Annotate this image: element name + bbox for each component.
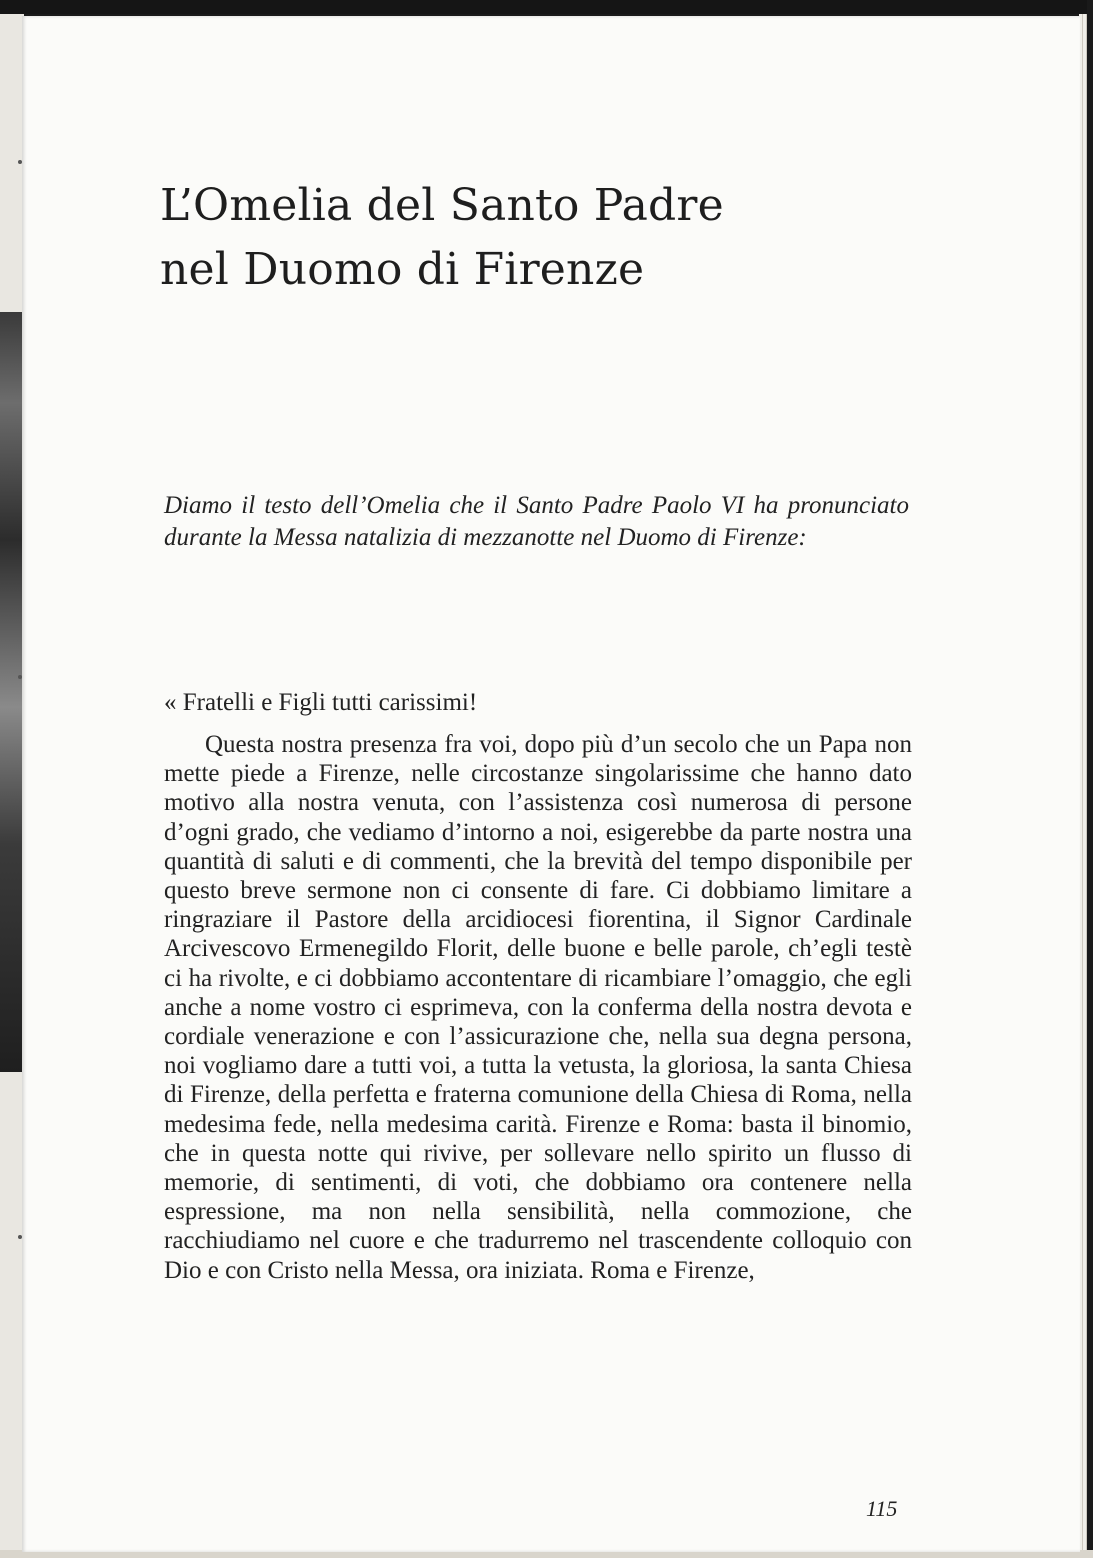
article-intro: Diamo il testo dell’Omelia che il Santo Padre Paolo VI ha pronunciato durante la Messa natalizia di mezzanotte nel Duomo di Firenze: (164, 492, 909, 551)
article-title-line-2: nel Duomo di Firenze (160, 244, 645, 295)
scan-top-edge (0, 0, 1093, 14)
book-page (22, 16, 1080, 1552)
previous-page-photo-fragment (0, 312, 22, 1072)
article-title-line-1: L’Omelia del Santo Padre (160, 180, 724, 231)
previous-page-edge (0, 14, 24, 1558)
article-title (160, 174, 724, 302)
scan-right-edge (1087, 0, 1093, 1558)
page-number: 115 (866, 1496, 898, 1521)
homily-paragraph: Questa nostra presenza fra voi, dopo più d’un secolo che un Papa non mette piede a Firenze, nelle circostanze singolarissime che hanno dato motivo alla nostra venuta, con l’assistenza così numerosa di persone d’ogni grado, che vediamo d’intorno a noi, esigerebbe da parte nostra una quantità di saluti e di commenti, che la brevità del tempo disponibile per questo breve sermone non ci consente di fare. Ci dobbiamo limitare a ringraziare il Pastore della arcidiocesi fiorentina, il Signor Cardinale Arcivescovo Ermenegildo Florit, delle buone e belle parole, ch’egli testè ci ha rivolte, e ci dobbiamo accontentare di ricambiare l’omaggio, che egli anche a nome vostro ci esprimeva, con la conferma della nostra devota e cordiale venerazione e con l’assicurazione che, nella sua degna persona, noi vogliamo dare a tutti voi, a tutta la vetusta, la gloriosa, la santa Chiesa di Firenze, della perfetta e fraterna comunione della Chiesa di Roma, nella medesima fede, nella medesima carità. Firenze e Roma: basta il binomio, che in questa notte qui rivive, per sollevare nello spirito un flusso di memorie, di sentimenti, di voti, che dobbiamo ora contenere nella espressione, ma non nella sensibilità, nella commozione, che racchiudiamo nel cuore e che tradurremo nel trascendente colloquio con Dio e con Cristo nella Messa, ora iniziata. Roma e Firenze, (164, 731, 912, 1284)
homily-salutation: « Fratelli e Figli tutti carissimi! (164, 689, 478, 716)
